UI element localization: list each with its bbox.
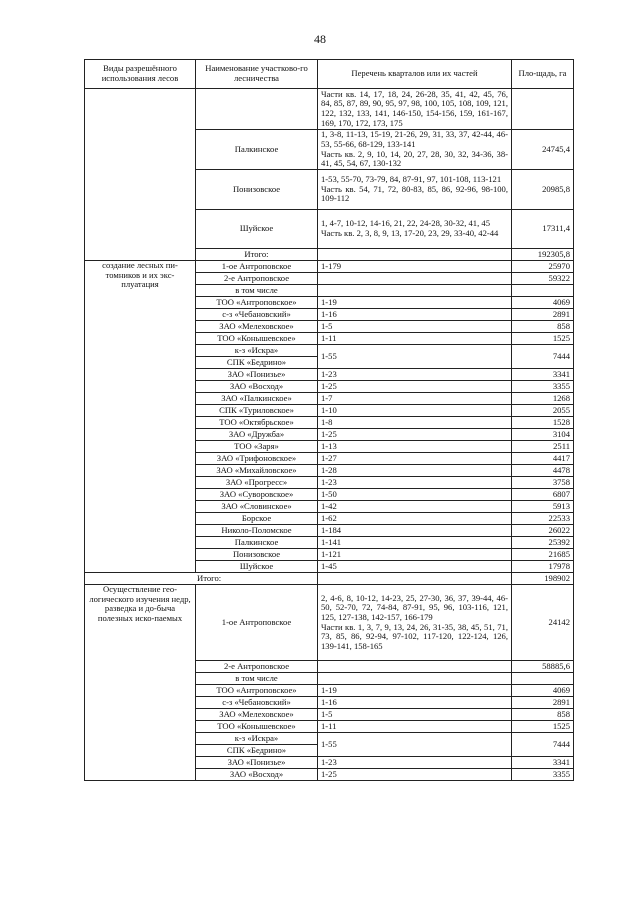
quarters-list-cell <box>318 697 512 709</box>
forestry-name-cell: в том числе <box>196 285 318 297</box>
quarters-list-line: 1-55 <box>321 350 337 361</box>
area-value-cell: 3341 <box>512 369 574 381</box>
forestry-name-cell: Понизовское <box>196 549 318 561</box>
area-value-cell: 858 <box>512 321 574 333</box>
quarters-list-cell <box>318 673 512 685</box>
forestry-name-cell: с-з «Чебановский» <box>196 697 318 709</box>
quarters-list-cell <box>318 417 512 429</box>
header-forestry-name: Наименование участково-го лесничества <box>196 60 318 89</box>
quarters-list-line: Части кв. 14, 17, 18, 24, 26-28, 35, 41, 42, 45, 76, 84, 85, 87, 89, 90, 95, 97, 98, 100, 105, 108, 109, 121, 122, 132, 133, 141, 146-150, 154-156, 159, 161-167, 169, 170, 172, 173, 175 <box>321 88 508 128</box>
quarters-list-cell <box>318 525 512 537</box>
quarters-list-cell <box>318 309 512 321</box>
forestry-name-cell <box>196 89 318 130</box>
forestry-name-cell: Понизовское <box>196 170 318 210</box>
area-value-cell: 20985,8 <box>512 170 574 210</box>
quarters-list-line: 1-62 <box>321 512 337 523</box>
area-value-cell: 58885,6 <box>512 661 574 673</box>
total-list-cell <box>318 573 512 585</box>
table-body <box>85 89 574 781</box>
forestry-name-cell: ЗАО «Мелеховское» <box>196 709 318 721</box>
quarters-list-cell <box>318 757 512 769</box>
quarters-list-cell <box>318 453 512 465</box>
forestry-name-cell: СПК «Бедрино» <box>196 357 318 369</box>
header-quarters-list: Перечень кварталов или их частей <box>318 60 512 89</box>
quarters-list-line: 1-11 <box>321 720 337 731</box>
table-row <box>85 261 574 273</box>
quarters-list-line: 1-16 <box>321 308 337 319</box>
forestry-name-cell: 1-ое Антроповское <box>196 585 318 661</box>
forestry-name-cell: СПК «Туриловское» <box>196 405 318 417</box>
quarters-list-cell <box>318 297 512 309</box>
area-value-cell: 25392 <box>512 537 574 549</box>
area-value-cell: 858 <box>512 709 574 721</box>
forestry-name-cell: 2-е Антроповское <box>196 661 318 673</box>
quarters-list-cell <box>318 465 512 477</box>
forestry-name-cell: ЗАО «Суворовское» <box>196 489 318 501</box>
quarters-list-line: 1-141 <box>321 536 342 547</box>
forestry-name-cell: с-з «Чебановский» <box>196 309 318 321</box>
area-value-cell: 24745,4 <box>512 130 574 170</box>
area-value-cell <box>512 673 574 685</box>
quarters-list-line: 1-50 <box>321 488 337 499</box>
quarters-list-line: Часть кв. 2, 3, 8, 9, 13, 17-20, 23, 29, 33-40, 42-44 <box>321 228 499 238</box>
quarters-list-line: Часть кв. 54, 71, 72, 80-83, 85, 86, 92-96, 98-100, 109-112 <box>321 183 508 204</box>
forestry-name-cell: в том числе <box>196 673 318 685</box>
area-value-cell: 17978 <box>512 561 574 573</box>
total-label: Итого: <box>196 249 318 261</box>
quarters-list-cell <box>318 429 512 441</box>
quarters-list-line: 2, 4-6, 8, 10-12, 14-23, 25, 27-30, 36, 37, 39-44, 46-50, 52-70, 72, 74-84, 87-91, 95, 96, 103-116, 121, 125, 127-138, 142-157, 166-179 <box>321 592 508 622</box>
quarters-list-line: 1-25 <box>321 768 337 779</box>
area-value-cell: 5913 <box>512 501 574 513</box>
area-value-cell: 24142 <box>512 585 574 661</box>
quarters-list-line: 1-19 <box>321 684 337 695</box>
quarters-list-line: 1-23 <box>321 756 337 767</box>
forestry-name-cell: ТОО «Антроповское» <box>196 297 318 309</box>
table-row <box>85 573 574 585</box>
area-value-cell: 2891 <box>512 309 574 321</box>
quarters-list-line: 1-5 <box>321 320 333 331</box>
total-area-value: 192305,8 <box>512 249 574 261</box>
forestry-name-cell: ЗАО «Словинское» <box>196 501 318 513</box>
quarters-list-line: 1, 3-8, 11-13, 15-19, 21-26, 29, 31, 33, 37, 42-44, 46-53, 55-66, 68-129, 133-141 <box>321 129 508 149</box>
quarters-list-line: 1-179 <box>321 260 342 271</box>
area-value-cell: 26022 <box>512 525 574 537</box>
quarters-list-line: 1-11 <box>321 332 337 343</box>
area-value-cell: 1525 <box>512 721 574 733</box>
quarters-list-cell <box>318 477 512 489</box>
forestry-name-cell: ТОО «Заря» <box>196 441 318 453</box>
quarters-list-line: Части кв. 1, 3, 7, 9, 13, 24, 26, 31-35, 38, 45, 51, 71, 73, 85, 86, 92-94, 97-102, 117-120, 122-124, 126, 139-141, 158-165 <box>321 621 508 651</box>
area-value-cell: 6807 <box>512 489 574 501</box>
forestry-name-cell: ТОО «Конышевское» <box>196 333 318 345</box>
area-value-cell: 3104 <box>512 429 574 441</box>
quarters-list-cell <box>318 321 512 333</box>
forestry-name-cell: к-з «Искра» <box>196 733 318 745</box>
quarters-list-cell <box>318 513 512 525</box>
quarters-list-line: 1-19 <box>321 296 337 307</box>
forestry-name-cell: к-з «Искра» <box>196 345 318 357</box>
quarters-list-line: 1-55 <box>321 738 337 749</box>
area-value-cell: 2055 <box>512 405 574 417</box>
quarters-list-cell <box>318 369 512 381</box>
quarters-list-line: 1-27 <box>321 452 337 463</box>
area-value-cell: 25970 <box>512 261 574 273</box>
forestry-name-cell: ТОО «Конышевское» <box>196 721 318 733</box>
quarters-list-cell <box>318 685 512 697</box>
quarters-list-line: 1, 4-7, 10-12, 14-16, 21, 22, 24-28, 30-32, 41, 45 <box>321 218 490 229</box>
area-value-cell: 1528 <box>512 417 574 429</box>
area-value-cell: 2891 <box>512 697 574 709</box>
quarters-list-cell <box>318 769 512 781</box>
forestry-name-cell: Борское <box>196 513 318 525</box>
quarters-list-line: 1-45 <box>321 560 337 571</box>
forest-use-table <box>84 59 574 781</box>
quarters-list-line: 1-121 <box>321 548 342 559</box>
forestry-name-cell: ТОО «Октябрьское» <box>196 417 318 429</box>
header-use-type: Виды разрешённого использования лесов <box>85 60 196 89</box>
area-value-cell: 4478 <box>512 465 574 477</box>
area-value-cell: 22533 <box>512 513 574 525</box>
quarters-list-cell <box>318 489 512 501</box>
quarters-list-cell <box>318 130 512 170</box>
quarters-list-line: 1-23 <box>321 476 337 487</box>
quarters-list-line: 1-53, 55-70, 73-79, 84, 87-91, 97, 101-108, 113-121 <box>321 174 502 185</box>
quarters-list-line: 1-7 <box>321 392 333 403</box>
quarters-list-line: 1-8 <box>321 416 333 427</box>
quarters-list-line: 1-5 <box>321 708 333 719</box>
quarters-list-cell <box>318 501 512 513</box>
quarters-list-cell <box>318 89 512 130</box>
forestry-name-cell: ЗАО «Михайловское» <box>196 465 318 477</box>
quarters-list-line: 1-25 <box>321 380 337 391</box>
forestry-name-cell: ЗАО «Мелеховское» <box>196 321 318 333</box>
area-value-cell: 7444 <box>512 733 574 757</box>
quarters-list-cell <box>318 345 512 369</box>
area-value-cell: 4069 <box>512 685 574 697</box>
table-row <box>85 585 574 661</box>
page-number: 48 <box>314 32 326 46</box>
forestry-name-cell: 1-ое Антроповское <box>196 261 318 273</box>
quarters-list-cell <box>318 381 512 393</box>
area-value-cell: 2511 <box>512 441 574 453</box>
total-list-cell <box>318 249 512 261</box>
quarters-list-cell <box>318 585 512 661</box>
forestry-name-cell: ЗАО «Восход» <box>196 769 318 781</box>
table-row <box>85 89 574 130</box>
quarters-list-line: 1-25 <box>321 428 337 439</box>
use-type-cell: создание лесных пи-томников и их экс-плуатация <box>85 261 196 573</box>
forestry-name-cell: ЗАО «Трифоновское» <box>196 453 318 465</box>
quarters-list-cell <box>318 405 512 417</box>
table-header-row <box>85 60 574 89</box>
forestry-name-cell: Шуйское <box>196 210 318 249</box>
forestry-name-cell: Палкинское <box>196 130 318 170</box>
area-value-cell: 4417 <box>512 453 574 465</box>
quarters-list-cell <box>318 733 512 757</box>
quarters-list-line: 1-184 <box>321 524 342 535</box>
area-value-cell: 17311,4 <box>512 210 574 249</box>
area-value-cell: 3355 <box>512 381 574 393</box>
area-value-cell: 59322 <box>512 273 574 285</box>
use-type-cell: Осуществление гео-логического изучения недр, разведка и до-быча полезных иско-паемых <box>85 585 196 781</box>
total-label: Итого: <box>85 573 318 585</box>
forestry-name-cell: Николо-Поломское <box>196 525 318 537</box>
quarters-list-cell <box>318 333 512 345</box>
quarters-list-cell <box>318 273 512 285</box>
quarters-list-line: 1-23 <box>321 368 337 379</box>
area-value-cell: 3355 <box>512 769 574 781</box>
header-area: Пло-щадь, га <box>512 60 574 89</box>
forestry-name-cell: Палкинское <box>196 537 318 549</box>
forestry-name-cell: ЗАО «Дружба» <box>196 429 318 441</box>
quarters-list-cell <box>318 170 512 210</box>
use-type-cell <box>85 89 196 261</box>
forestry-name-cell: 2-е Антроповское <box>196 273 318 285</box>
forestry-name-cell: Шуйское <box>196 561 318 573</box>
area-value-cell: 3758 <box>512 477 574 489</box>
quarters-list-cell <box>318 210 512 249</box>
area-value-cell: 7444 <box>512 345 574 369</box>
area-value-cell: 21685 <box>512 549 574 561</box>
quarters-list-cell <box>318 285 512 297</box>
area-value-cell <box>512 89 574 130</box>
forestry-name-cell: ЗАО «Палкинское» <box>196 393 318 405</box>
area-value-cell: 4069 <box>512 297 574 309</box>
quarters-list-cell <box>318 561 512 573</box>
quarters-list-cell <box>318 393 512 405</box>
area-value-cell: 1268 <box>512 393 574 405</box>
quarters-list-cell <box>318 709 512 721</box>
forestry-name-cell: СПК «Бедрино» <box>196 745 318 757</box>
quarters-list-line: 1-28 <box>321 464 337 475</box>
quarters-list-cell <box>318 537 512 549</box>
quarters-list-cell <box>318 441 512 453</box>
area-value-cell <box>512 285 574 297</box>
area-value-cell: 3341 <box>512 757 574 769</box>
quarters-list-line: 1-13 <box>321 440 337 451</box>
forestry-name-cell: ЗАО «Понизье» <box>196 757 318 769</box>
quarters-list-line: 1-16 <box>321 696 337 707</box>
quarters-list-line: 1-42 <box>321 500 337 511</box>
forestry-name-cell: ЗАО «Понизье» <box>196 369 318 381</box>
quarters-list-cell <box>318 261 512 273</box>
forestry-name-cell: ЗАО «Восход» <box>196 381 318 393</box>
forestry-name-cell: ЗАО «Прогресс» <box>196 477 318 489</box>
quarters-list-cell <box>318 549 512 561</box>
quarters-list-cell <box>318 661 512 673</box>
forestry-name-cell: ТОО «Антроповское» <box>196 685 318 697</box>
area-value-cell: 1525 <box>512 333 574 345</box>
quarters-list-cell <box>318 721 512 733</box>
total-area-value: 198902 <box>512 573 574 585</box>
quarters-list-line: Часть кв. 2, 9, 10, 14, 20, 27, 28, 30, 32, 34-36, 38-41, 45, 54, 67, 130-132 <box>321 148 508 169</box>
quarters-list-line: 1-10 <box>321 404 337 415</box>
